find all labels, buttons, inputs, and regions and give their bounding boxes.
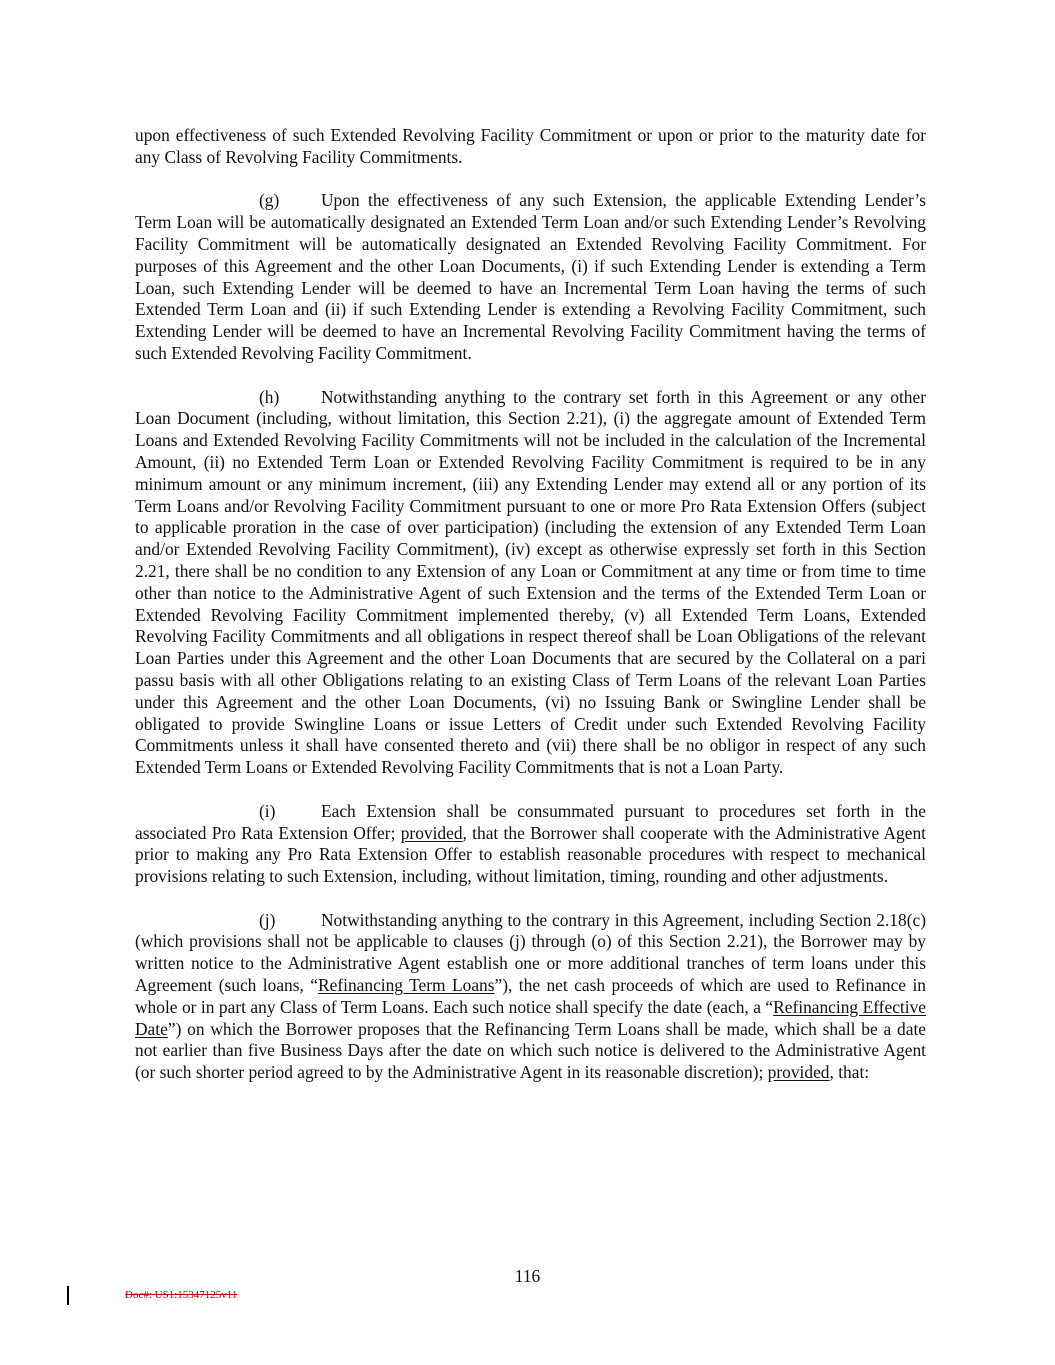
paragraph-i: [135, 801, 926, 888]
defined-term-refinancing-term-loans: Refinancing Term Loans: [318, 975, 495, 996]
paragraph-g: [135, 190, 926, 364]
document-id-footer: Doc#: US1:15347125v11: [125, 1289, 238, 1301]
paragraph-j-text-4: , that:: [829, 1062, 870, 1083]
paragraph-j-text-2: ”), the net cash proceeds of which are used to Refinance in whole or in part any Class of Term Loans. Each such notice shall specify the date (each, a “: [135, 975, 926, 1017]
paragraph-i-text-after: , that the Borrower shall cooperate with the Administrative Agent prior to making any Pro Rata Extension Offer to establish reasonable procedures with respect to mechanical provisions relating to such Extension, including, without limitation, timing, rounding and other adjustments.: [135, 822, 926, 887]
paragraph-g-label: (g): [259, 190, 280, 211]
paragraph-j-text-1: Notwithstanding anything to the contrary in this Agreement, including Section 2.18(c) (which provisions shall not be applicable to clauses (j) through (o) of this Section 2.21), the Borrower may by written notice to the Administrative Agent establish one or more additional tranches of term loans under this Agreement (such loans, “: [135, 909, 926, 996]
paragraph-j: [135, 910, 926, 1084]
intro-continuation: upon effectiveness of such Extended Revolving Facility Commitment or upon or prior to the maturity date for any Class of Revolving Facility Commitments.: [135, 125, 926, 167]
paragraph-i-label: (i): [259, 800, 276, 821]
defined-term-refinancing-effective-date: Refinancing Effective Date: [135, 996, 926, 1039]
paragraph-h-label: (h): [259, 386, 280, 407]
page-number: 116: [514, 1266, 541, 1286]
paragraph-g-text: Upon the effectiveness of any such Extension, the applicable Extending Lender’s Term Loan will be automatically designated an Extended Term Loan and/or such Extending Lender’s Revolving Facility Commitment will be automatically designated an Extended Revolving Facility Commitment. For purposes of this Agreement and the other Loan Documents, (i) if such Extending Lender is extending a Term Loan, such Extending Lender will be deemed to have an Incremental Term Loan having the terms of such Extended Term Loan and (ii) if such Extending Lender is extending a Revolving Facility Commitment, such Extending Lender will be deemed to have an Incremental Revolving Facility Commitment having the terms of such Extended Revolving Facility Commitment.: [135, 190, 926, 363]
revision-change-bar: [67, 1286, 69, 1305]
paragraph-j-label: (j): [259, 909, 276, 930]
paragraph-h-text: Notwithstanding anything to the contrary set forth in this Agreement or any other Loan Document (including, without limitation, this Section 2.21), (i) the aggregate amount of Extended Term Loans and Extended Revolving Facility Commitments will not be included in the calculation of the Incremental Amount, (ii) no Extended Term Loan or Extended Revolving Facility Commitment is required to be in any minimum amount or any minimum increment, (iii) any Extending Lender may extend all or any portion of its Term Loans and/or Revolving Facility Commitment pursuant to one or more Pro Rata Extension Offers (subject to applicable proration in the case of over participation) (including the extension of any Extended Term Loan and/or Extended Revolving Facility Commitment), (iv) except as otherwise expressly set forth in this Section 2.21, there shall be no condition to any Extension of any Loan or Commitment at any time or from time to time other than notice to the Administrative Agent of such Extension and the terms of the Extended Term Loan or Extended Revolving Facility Commitment implemented thereby, (v) all Extended Term Loans, Extended Revolving Facility Commitments and all obligations in respect thereof shall be Loan Obligations of the relevant Loan Parties under this Agreement and the other Loan Documents that are secured by the Collateral on a pari passu basis with all other Obligations relating to an existing Class of Term Loans of the relevant Loan Parties under this Agreement and the other Loan Documents, (vi) no Issuing Bank or Swingline Lender shall be obligated to provide Swingline Loans or issue Letters of Credit under such Extended Revolving Facility Commitments unless it shall have consented thereto and (vii) there shall be no obligor in respect of any such Extended Term Loans or Extended Revolving Facility Commitments that is not a Loan Party.: [135, 386, 926, 778]
provided-term: provided: [767, 1062, 830, 1083]
paragraph-j-text-3: ”) on which the Borrower proposes that the Refinancing Term Loans shall be made, which shall be a date not earlier than five Business Days after the date on which such notice is delivered to the Administrative Agent (or such shorter period agreed to by the Administrative Agent in its reasonable discretion);: [135, 1018, 926, 1083]
provided-term: provided: [400, 822, 463, 843]
paragraph-i-text-before: Each Extension shall be consummated pursuant to procedures set forth in the associated Pro Rata Extension Offer;: [135, 800, 926, 843]
paragraph-h: [135, 387, 926, 779]
page-body: [135, 125, 926, 1106]
